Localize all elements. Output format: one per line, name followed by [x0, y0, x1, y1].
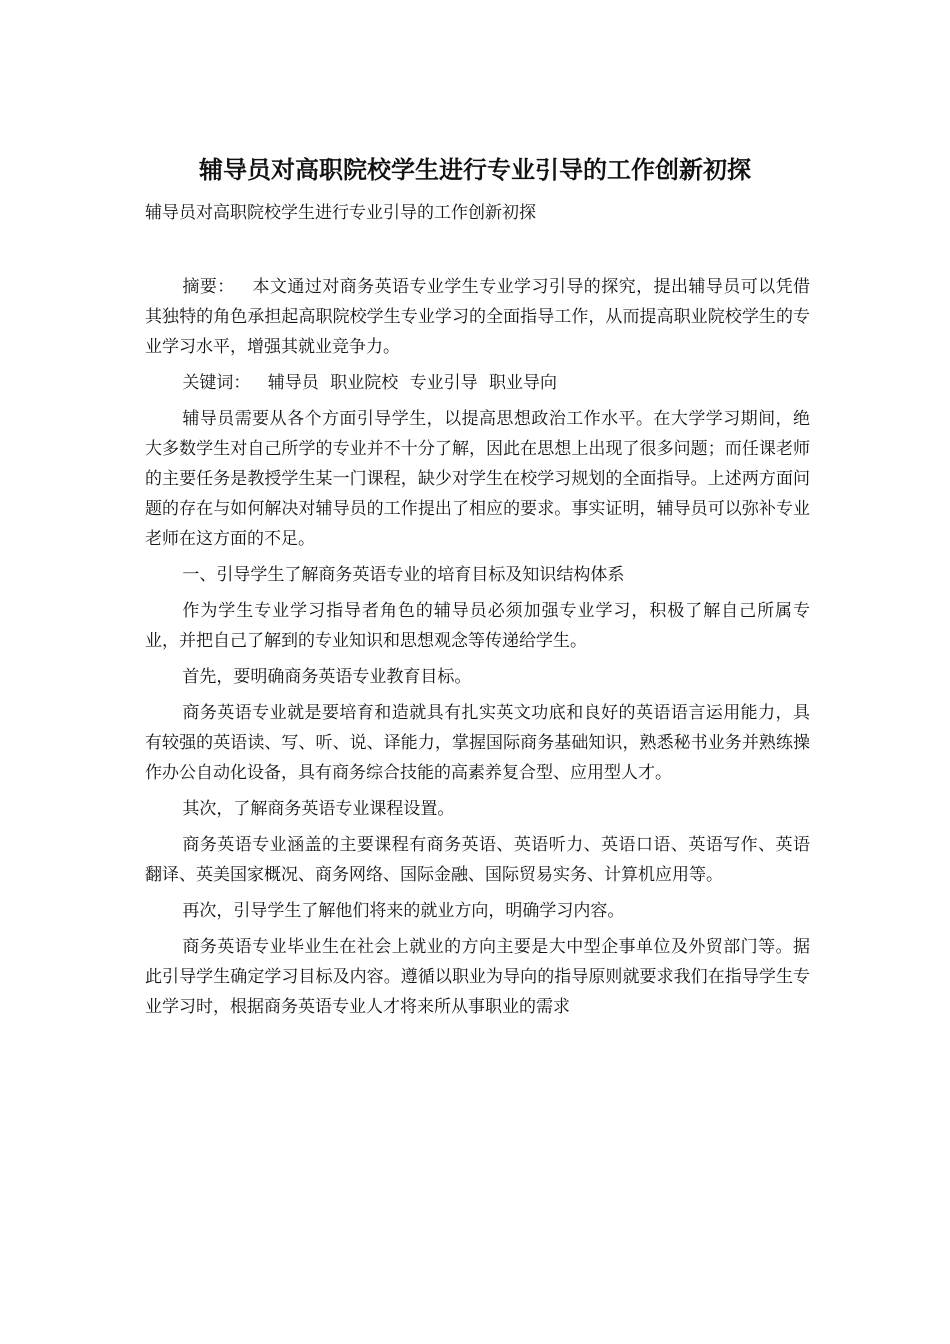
abstract-text: 本文通过对商务英语专业学生专业学习引导的探究，提出辅导员可以凭借其独特的角色承担起高职院校学生专业学习的全面指导工作，从而提高职业院校学生的专业学习水平，增强其就业竞争力。: [145, 277, 811, 357]
body-paragraph: 商务英语专业涵盖的主要课程有商务英语、英语听力、英语口语、英语写作、英语翻译、英美国家概况、商务网络、国际金融、国际贸易实务、计算机应用等。: [145, 835, 810, 885]
abstract-paragraph: [145, 272, 810, 362]
abstract-label: 摘要：: [182, 277, 235, 297]
body-paragraph: 辅导员需要从各个方面引导学生，以提高思想政治工作水平。在大学学习期间，绝大多数学生对自己所学的专业并不十分了解，因此在思想上出现了很多问题；而任课老师的主要任务是教授学生某一门课程，缺少对学生在校学习规划的全面指导。上述两方面问题的存在与如何解决对辅导员的工作提出了相应的要求。事实证明，辅导员可以弥补专业老师在这方面的不足。: [145, 409, 810, 549]
section-heading: 一、引导学生了解商务英语专业的培育目标及知识结构体系: [182, 565, 625, 585]
document-subtitle: 辅导员对高职院校学生进行专业引导的工作创新初探: [145, 203, 536, 223]
body-paragraph: 其次，了解商务英语专业课程设置。: [182, 799, 455, 819]
document-title: 辅导员对高职院校学生进行专业引导的工作创新初探: [199, 156, 751, 184]
keyword: 职业院校: [330, 373, 399, 393]
body-paragraph: 商务英语专业毕业生在社会上就业的方向主要是大中型企事单位及外贸部门等。据此引导学生确定学习目标及内容。遵循以职业为导向的指导原则就要求我们在指导学生专业学习时，根据商务英语专业人才将来所从事职业的需求: [145, 937, 810, 1017]
body-paragraph: 商务英语专业就是要培育和造就具有扎实英文功底和良好的英语语言运用能力，具有较强的英语读、写、听、说、译能力，掌握国际商务基础知识，熟悉秘书业务并熟练操作办公自动化设备，具有商务综合技能的高素养复合型、应用型人才。: [145, 703, 810, 783]
document-body: [145, 272, 810, 1028]
keywords-paragraph: [145, 368, 810, 398]
keyword: 职业导向: [489, 373, 558, 393]
keyword: 辅导员: [267, 373, 319, 393]
body-paragraph: 作为学生专业学习指导者角色的辅导员必须加强专业学习，积极了解自己所属专业，并把自己了解到的专业知识和思想观念等传递给学生。: [145, 601, 810, 651]
body-paragraph: 首先，要明确商务英语专业教育目标。: [182, 667, 472, 687]
body-paragraph: 再次，引导学生了解他们将来的就业方向，明确学习内容。: [182, 901, 625, 921]
keywords-label: 关键词：: [182, 373, 251, 393]
keyword: 专业引导: [409, 373, 478, 393]
